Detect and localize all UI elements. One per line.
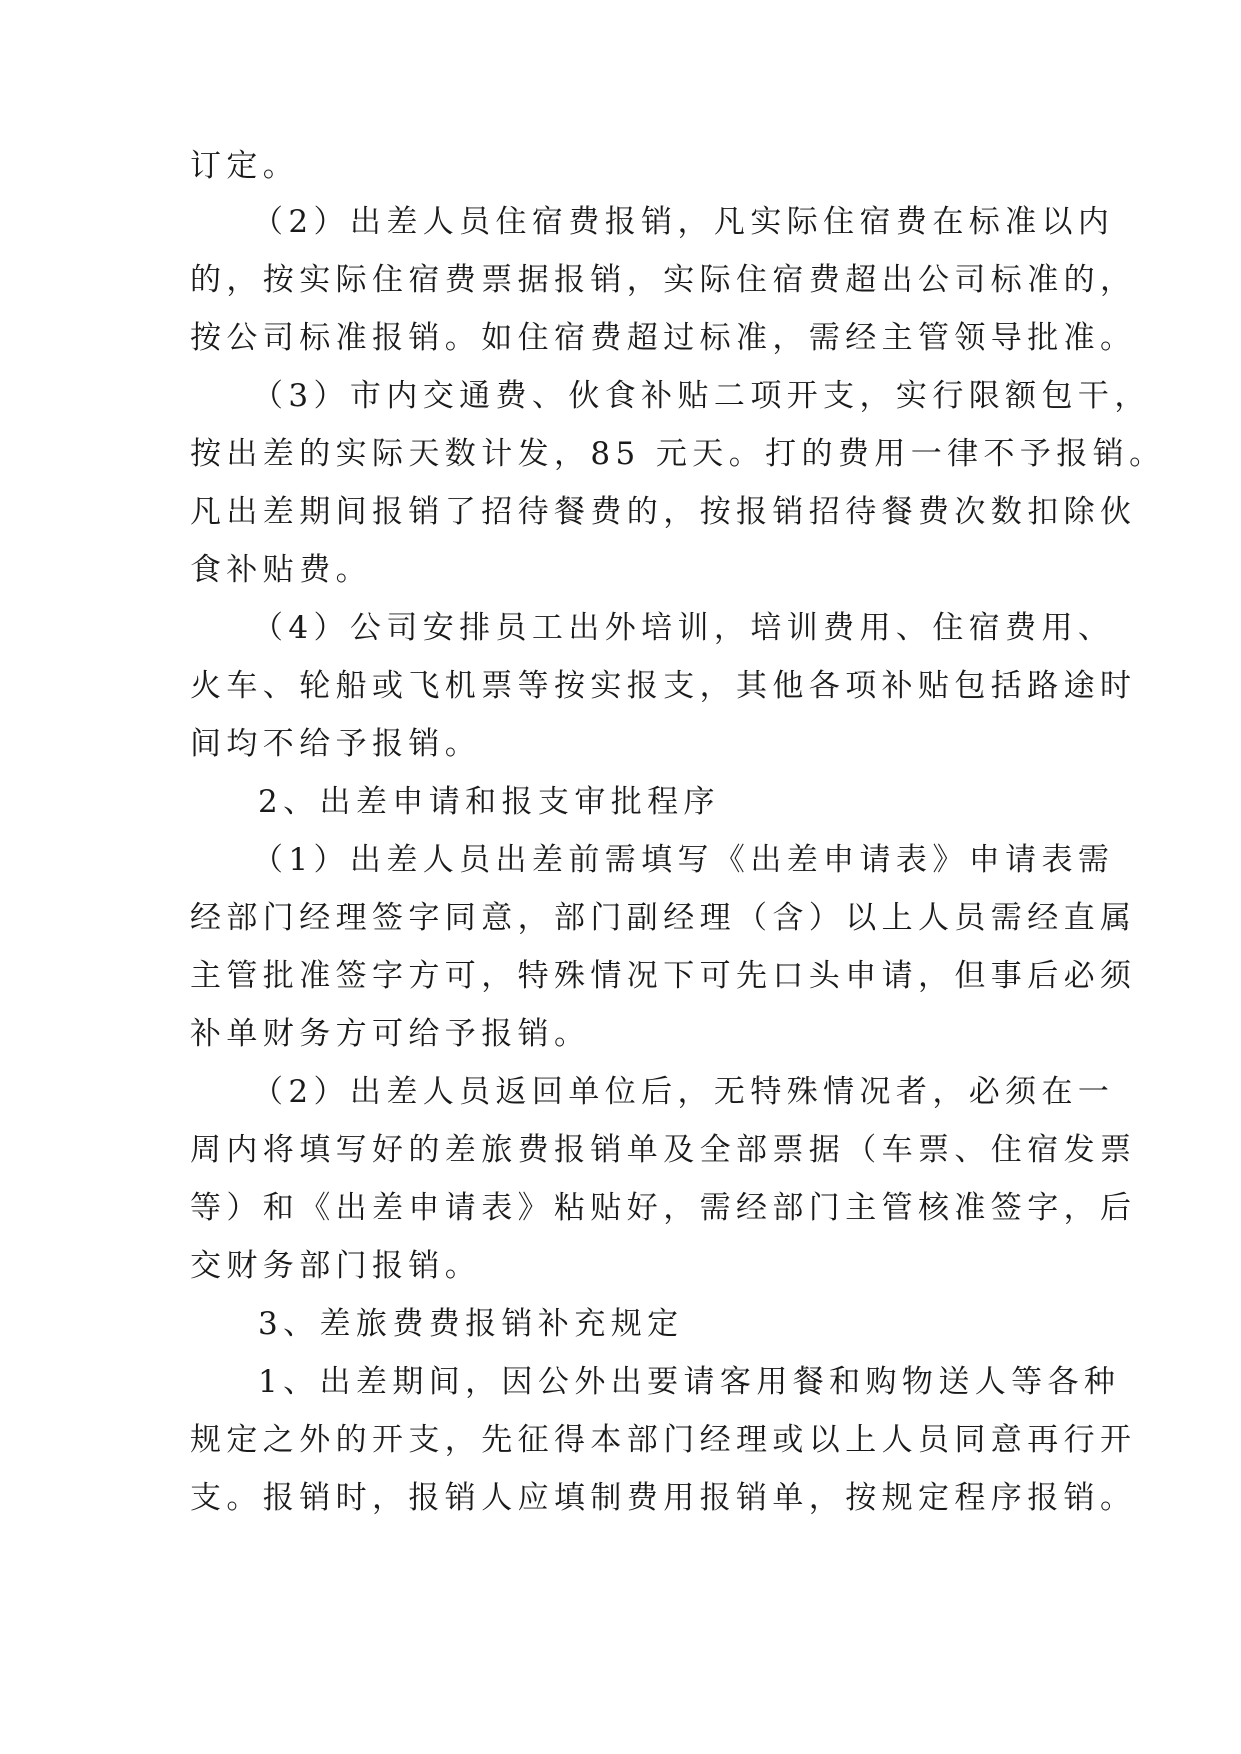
text-line-14: 经部门经理签字同意，部门副经理（含）以上人员需经直属: [190, 900, 1137, 936]
text-line-16: 补单财务方可给予报销。: [190, 1016, 591, 1052]
text-line-13: （1）出差人员出差前需填写《出差申请表》申请表需: [252, 842, 1115, 878]
text-line-3: 的，按实际住宿费票据报销，实际住宿费超出公司标准的，: [190, 262, 1137, 298]
text-line-2: （2）出差人员住宿费报销，凡实际住宿费在标准以内: [252, 204, 1115, 240]
text-line-9: （4）公司安排员工出外培训，培训费用、住宿费用、: [252, 610, 1115, 646]
text-line-18: 周内将填写好的差旅费报销单及全部票据（车票、住宿发票: [190, 1132, 1137, 1168]
text-line-10: 火车、轮船或飞机票等按实报支，其他各项补贴包括路途时: [190, 668, 1137, 704]
text-line-6: 按出差的实际天数计发，85 元天。打的费用一律不予报销。: [190, 436, 1166, 472]
text-line-24: 支。报销时，报销人应填制费用报销单，按规定程序报销。: [190, 1480, 1137, 1516]
text-line-7: 凡出差期间报销了招待餐费的，按报销招待餐费次数扣除伙: [190, 494, 1137, 530]
text-line-20: 交财务部门报销。: [190, 1248, 482, 1284]
text-line-11: 间均不给予报销。: [190, 726, 482, 762]
text-line-22: 1、出差期间，因公外出要请客用餐和购物送人等各种: [258, 1364, 1121, 1400]
text-line-5: （3）市内交通费、伙食补贴二项开支，实行限额包干，: [252, 378, 1151, 414]
text-line-23: 规定之外的开支，先征得本部门经理或以上人员同意再行开: [190, 1422, 1137, 1458]
text-line-8: 食补贴费。: [190, 552, 372, 588]
text-line-4: 按公司标准报销。如住宿费超过标准，需经主管领导批准。: [190, 320, 1137, 356]
text-line-19: 等）和《出差申请表》粘贴好，需经部门主管核准签字，后: [190, 1190, 1137, 1226]
text-line-1: 订定。: [190, 148, 300, 184]
section-heading-3: 3、差旅费费报销补充规定: [258, 1306, 684, 1342]
text-line-17: （2）出差人员返回单位后，无特殊情况者，必须在一: [252, 1074, 1115, 1110]
section-heading-2: 2、出差申请和报支审批程序: [258, 784, 720, 820]
text-line-15: 主管批准签字方可，特殊情况下可先口头申请，但事后必须: [190, 958, 1137, 994]
